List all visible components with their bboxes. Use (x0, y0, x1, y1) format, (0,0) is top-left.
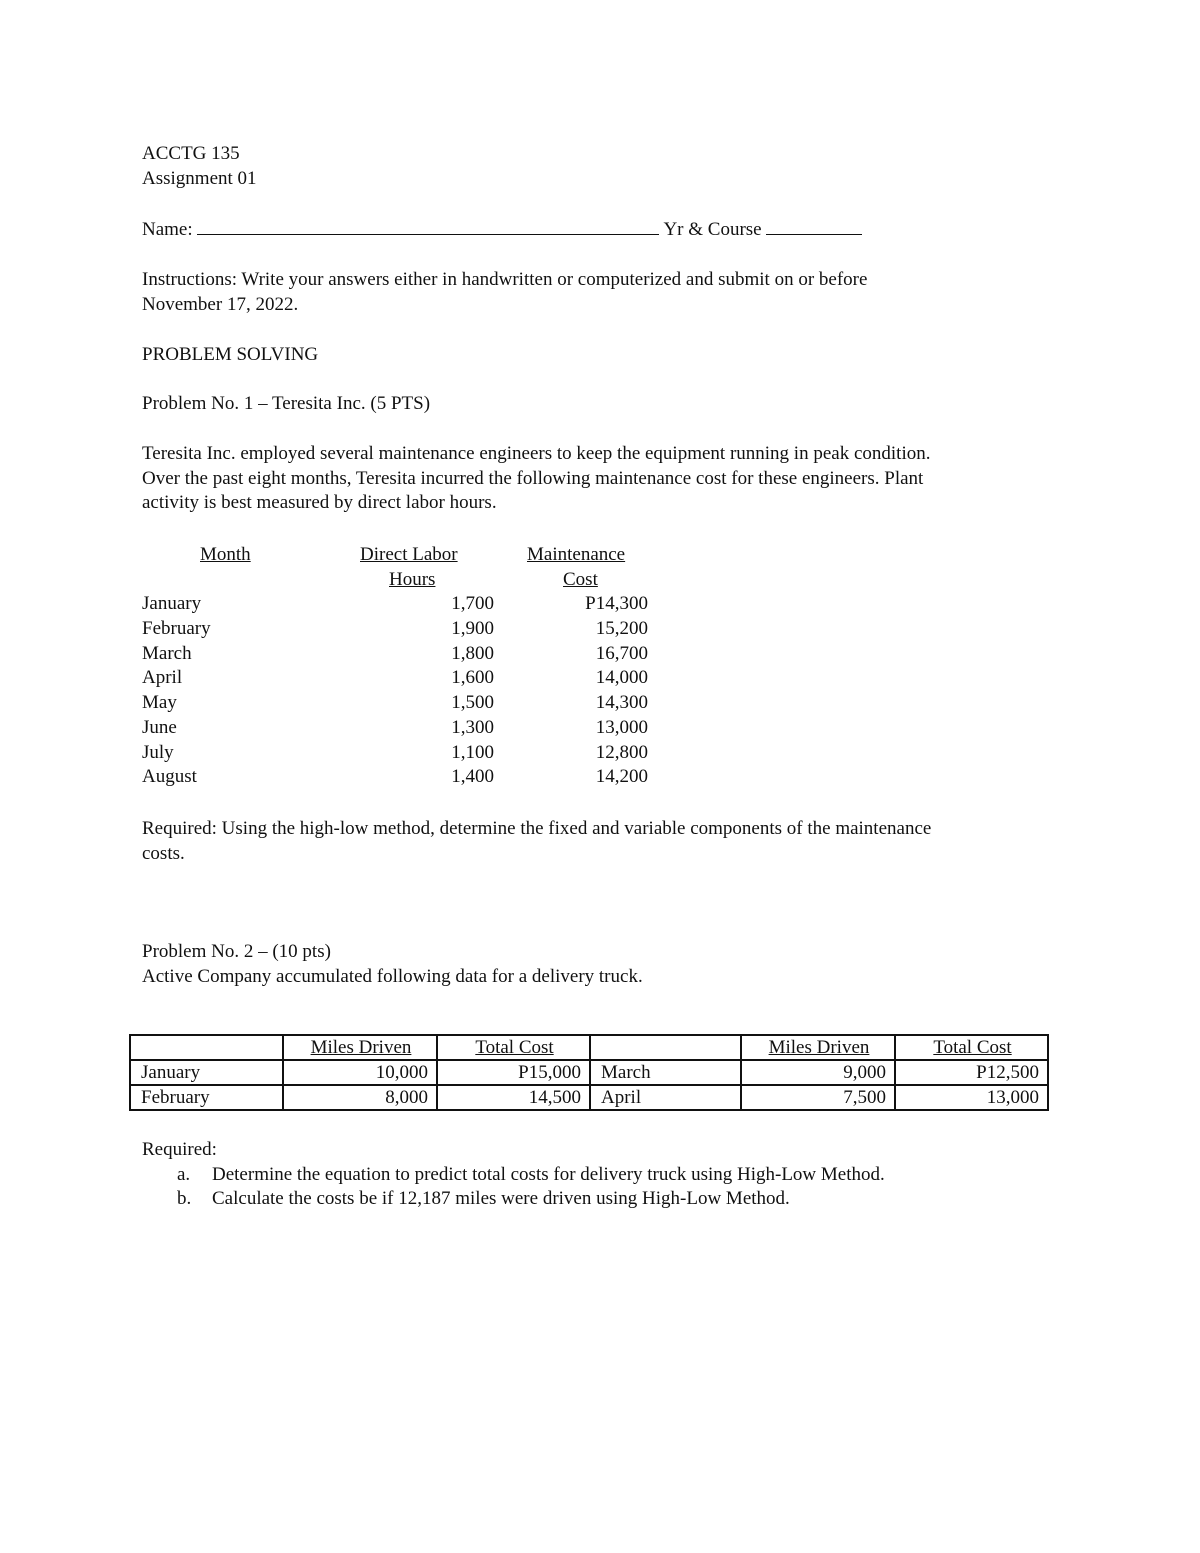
miles-driven-header: Miles Driven (283, 1035, 437, 1060)
cost-cell: 14,000 (595, 667, 648, 689)
assignment-title: Assignment 01 (142, 167, 257, 189)
yr-course-blank (766, 216, 862, 235)
hours-cell: 1,400 (451, 766, 494, 788)
month-cell: January (130, 1060, 283, 1085)
list-item (142, 1187, 885, 1212)
table-row (142, 691, 1062, 716)
table-row (130, 1060, 1048, 1085)
month-cell: April (142, 667, 183, 689)
section-title: PROBLEM SOLVING (142, 343, 319, 365)
hours-cell: 1,100 (451, 741, 494, 763)
cost-cell: 13,000 (595, 716, 648, 738)
empty-header-cell (590, 1035, 741, 1060)
name-label: Name: (142, 219, 193, 241)
cost-cell: 14,200 (595, 766, 648, 788)
cost-cell: P15,000 (437, 1060, 590, 1085)
hours-cell: 1,600 (451, 667, 494, 689)
col-month-header: Month (200, 544, 251, 566)
month-cell: February (130, 1085, 283, 1110)
month-cell: May (142, 692, 177, 714)
problem1-required-2: costs. (142, 842, 185, 864)
table-row (142, 666, 1062, 691)
table-row (142, 716, 1062, 741)
month-cell: July (142, 741, 174, 763)
miles-driven-header: Miles Driven (741, 1035, 895, 1060)
cost-cell: 12,800 (595, 741, 648, 763)
col-dlh-header-2: Hours (389, 568, 436, 590)
month-cell: June (142, 716, 177, 738)
problem1-para-1: Teresita Inc. employed several maintenance engineers to keep the equipment running in peak condition. (142, 442, 931, 464)
table-row (130, 1085, 1048, 1110)
col-dlh-header: Direct Labor (360, 544, 458, 566)
hours-cell: 1,800 (451, 642, 494, 664)
total-cost-header: Total Cost (437, 1035, 590, 1060)
cost-cell: 13,000 (895, 1085, 1048, 1110)
table-row (142, 642, 1062, 667)
empty-header-cell (130, 1035, 283, 1060)
table-header-row (142, 543, 1062, 568)
problem1-required-1: Required: Using the high-low method, determine the fixed and variable components of the maintenance (142, 818, 932, 840)
course-code: ACCTG 135 (142, 143, 240, 164)
problem1-para-2: Over the past eight months, Teresita incurred the following maintenance cost for these engineers. Plant (142, 467, 924, 489)
month-cell: March (590, 1060, 741, 1085)
list-item (142, 1163, 885, 1188)
hours-cell: 1,900 (451, 618, 494, 640)
problem1-title: Problem No. 1 – Teresita Inc. (5 PTS) (142, 393, 431, 415)
table-row (142, 592, 1062, 617)
table-row (142, 741, 1062, 766)
yr-course-label: Yr & Course (663, 219, 762, 241)
miles-cell: 7,500 (741, 1085, 895, 1110)
hours-cell: 1,500 (451, 692, 494, 714)
miles-cell: 9,000 (741, 1060, 895, 1085)
cost-cell: 14,300 (595, 692, 648, 714)
problem2-title: Problem No. 2 – (10 pts) (142, 941, 331, 963)
instructions-line-2: November 17, 2022. (142, 293, 299, 315)
table-header-row (130, 1035, 1048, 1060)
month-cell: March (142, 642, 192, 664)
table-header-row-2 (142, 568, 1062, 593)
list-item-text: Determine the equation to predict total costs for delivery truck using High-Low Method. (212, 1163, 885, 1185)
maintenance-cost-table (142, 543, 1062, 793)
table-row (142, 765, 1062, 790)
hours-cell: 1,300 (451, 716, 494, 738)
cost-cell: 15,200 (595, 618, 648, 640)
name-blank (197, 216, 659, 235)
table-row (142, 617, 1062, 642)
hours-cell: 1,700 (451, 593, 494, 615)
problem2-required (142, 1138, 885, 1212)
col-mc-header: Maintenance (527, 544, 626, 566)
cost-cell: P12,500 (895, 1060, 1048, 1085)
name-row (142, 216, 1062, 243)
month-cell: April (590, 1085, 741, 1110)
problem1-para-3: activity is best measured by direct labor hours. (142, 492, 497, 514)
miles-cell: 10,000 (283, 1060, 437, 1085)
cost-cell: 14,500 (437, 1085, 590, 1110)
list-marker: a. (177, 1163, 191, 1185)
total-cost-header: Total Cost (895, 1035, 1048, 1060)
cost-cell: 16,700 (595, 642, 648, 664)
instructions-line-1: Instructions: Write your answers either in handwritten or computerized and submit on or before (142, 269, 868, 291)
document-page (142, 142, 1062, 990)
miles-cell: 8,000 (283, 1085, 437, 1110)
problem2-intro: Active Company accumulated following data for a delivery truck. (142, 966, 643, 988)
required-label: Required: (142, 1139, 217, 1160)
month-cell: January (142, 593, 202, 615)
month-cell: February (142, 618, 211, 640)
list-item-text: Calculate the costs be if 12,187 miles were driven using High-Low Method. (212, 1188, 790, 1210)
month-cell: August (142, 766, 197, 788)
col-mc-header-2: Cost (563, 568, 598, 590)
list-marker: b. (177, 1188, 192, 1210)
cost-cell: P14,300 (585, 593, 648, 615)
delivery-truck-table (129, 1034, 1049, 1111)
